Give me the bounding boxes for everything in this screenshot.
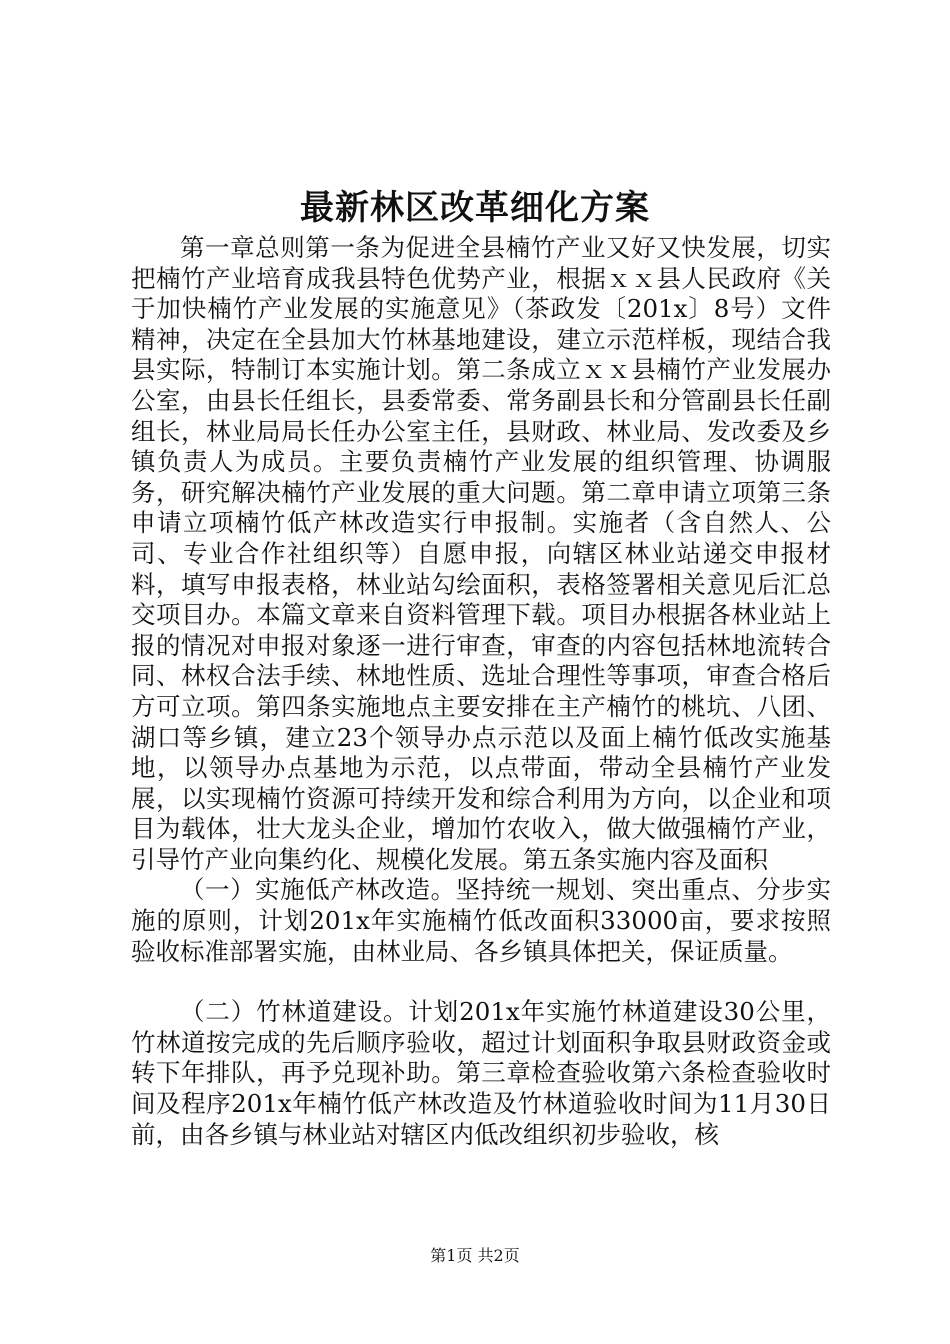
paragraph-3: （二）竹林道建设。计划201x年实施竹林道建设30公里，竹林道按完成的先后顺序验收，超过计划面积争取县财政资金或转下年排队，再予兑现补助。第三章检查验收第六条检查验收时间及程序201x年楠竹低产林改造及竹林道验收时间为11月30日前，由各乡镇与林业站对辖区内低改组织初步验收，核 [131, 997, 831, 1149]
page-number-footer: 第1页 共2页 [430, 1246, 520, 1265]
paragraph-2: （一）实施低产林改造。坚持统一规划、突出重点、分步实施的原则，计划201x年实施楠竹低改面积33000亩，要求按照验收标准部署实施，由林业局、各乡镇具体把关，保证质量。 [131, 875, 831, 966]
paragraph-1: 第一章总则第一条为促进全县楠竹产业又好又快发展，切实把楠竹产业培育成我县特色优势产业，根据ｘｘ县人民政府《关于加快楠竹产业发展的实施意见》（茶政发〔201x〕8号）文件精神，决定在全县加大竹林基地建设，建立示范样板，现结合我县实际，特制订本实施计划。第二条成立ｘｘ县楠竹产业发展办公室，由县长任组长，县委常委、常务副县长和分管副县长任副组长，林业局局长任办公室主任，县财政、林业局、发改委及乡镇负责人为成员。主要负责楠竹产业发展的组织管理、协调服务，研究解决楠竹产业发展的重大问题。第二章申请立项第三条申请立项楠竹低产林改造实行申报制。实施者（含自然人、公司、专业合作社组织等）自愿申报，向辖区林业站递交申报材料，填写申报表格，林业站勾绘面积，表格签署相关意见后汇总交项目办。本篇文章来自资料管理下载。项目办根据各林业站上报的情况对申报对象逐一进行审查，审查的内容包括林地流转合同、林权合法手续、林地性质、选址合理性等事项，审查合格后方可立项。第四条实施地点主要安排在主产楠竹的桃坑、八团、湖口等乡镇，建立23个领导办点示范以及面上楠竹低改实施基地，以领导办点基地为示范，以点带面，带动全县楠竹产业发展，以实现楠竹资源可持续开发和综合利用为方向，以企业和项目为载体，壮大龙头企业，增加竹农收入，做大做强楠竹产业，引导竹产业向集约化、规模化发展。第五条实施内容及面积 [131, 233, 831, 874]
document-title: 最新林区改革细化方案 [300, 188, 650, 228]
document-body [131, 233, 831, 1150]
paragraph-gap [131, 967, 831, 997]
